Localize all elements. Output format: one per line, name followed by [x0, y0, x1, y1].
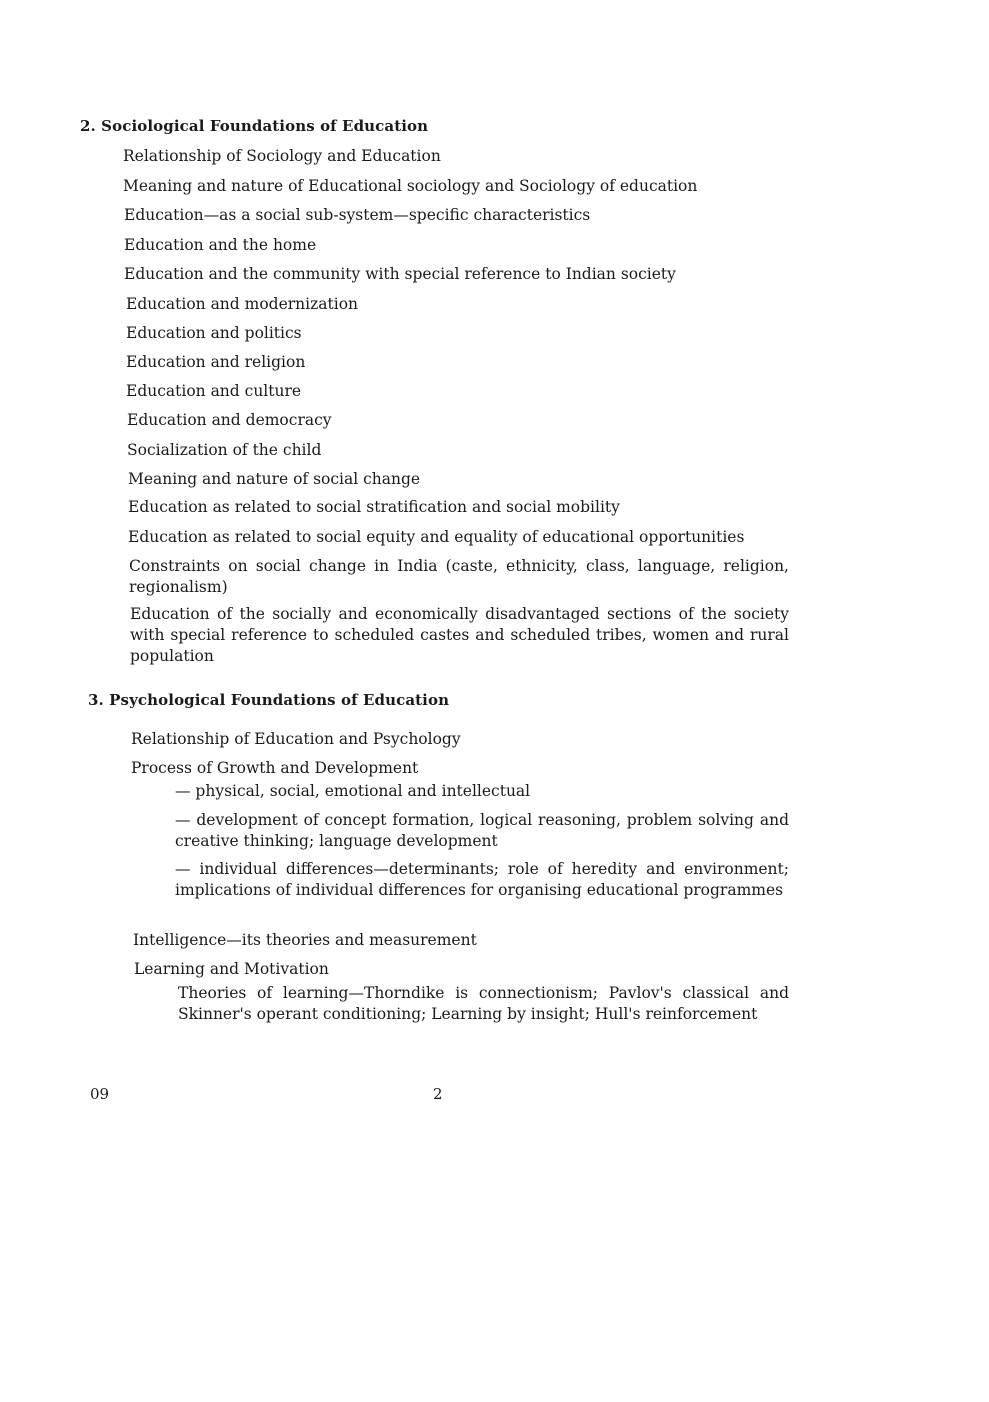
section-3-heading: 3. Psychological Foundations of Education [88, 691, 450, 709]
section-2-item: Education and politics [126, 324, 302, 342]
section-2-item: Relationship of Sociology and Education [123, 147, 441, 165]
section-2-item: Education and the home [124, 236, 317, 254]
intelligence-item: Intelligence—its theories and measurement [133, 931, 477, 949]
page-number: 2 [433, 1085, 443, 1103]
section-2-item: Meaning and nature of Educational sociology and Sociology of education [123, 177, 698, 195]
growth-subitem: — physical, social, emotional and intellectual [175, 782, 531, 800]
section-2-item: Education—as a social sub-system—specific characteristics [124, 206, 591, 224]
section-3-item: Process of Growth and Development [131, 759, 419, 777]
section-2-item: Meaning and nature of social change [128, 470, 421, 488]
section-2-item: Education and modernization [126, 295, 359, 313]
section-3-item: Relationship of Education and Psychology [131, 730, 461, 748]
section-2-item: Education as related to social equity and equality of educational opportunities [128, 528, 745, 546]
section-2-item: Education and culture [126, 382, 302, 400]
growth-subitem: — development of concept formation, logical reasoning, problem solving and creative thinking; language development [175, 811, 789, 850]
section-2-item: Education and religion [126, 353, 306, 371]
section-2-item: Education as related to social stratification and social mobility [128, 498, 620, 516]
section-2-item: Socialization of the child [127, 441, 322, 459]
footer-code: 09 [90, 1085, 110, 1103]
learning-item: Learning and Motivation [134, 960, 329, 978]
growth-subitem: — individual differences—determinants; role of heredity and environment; implications of individual differences for organising educational programmes [175, 860, 789, 899]
section-2-heading: 2. Sociological Foundations of Education [80, 117, 429, 135]
section-2-item: Education and the community with special reference to Indian society [124, 265, 676, 283]
section-2-item: Education of the socially and economically disadvantaged sections of the society with special reference to scheduled castes and scheduled tribes, women and rural population [130, 605, 789, 665]
learning-detail: Theories of learning—Thorndike is connectionism; Pavlov's classical and Skinner's operant conditioning; Learning by insight; Hull's reinforcement [178, 984, 789, 1023]
section-2-item: Constraints on social change in India (caste, ethnicity, class, language, religion, regionalism) [129, 557, 789, 596]
section-2-item: Education and democracy [127, 411, 332, 429]
